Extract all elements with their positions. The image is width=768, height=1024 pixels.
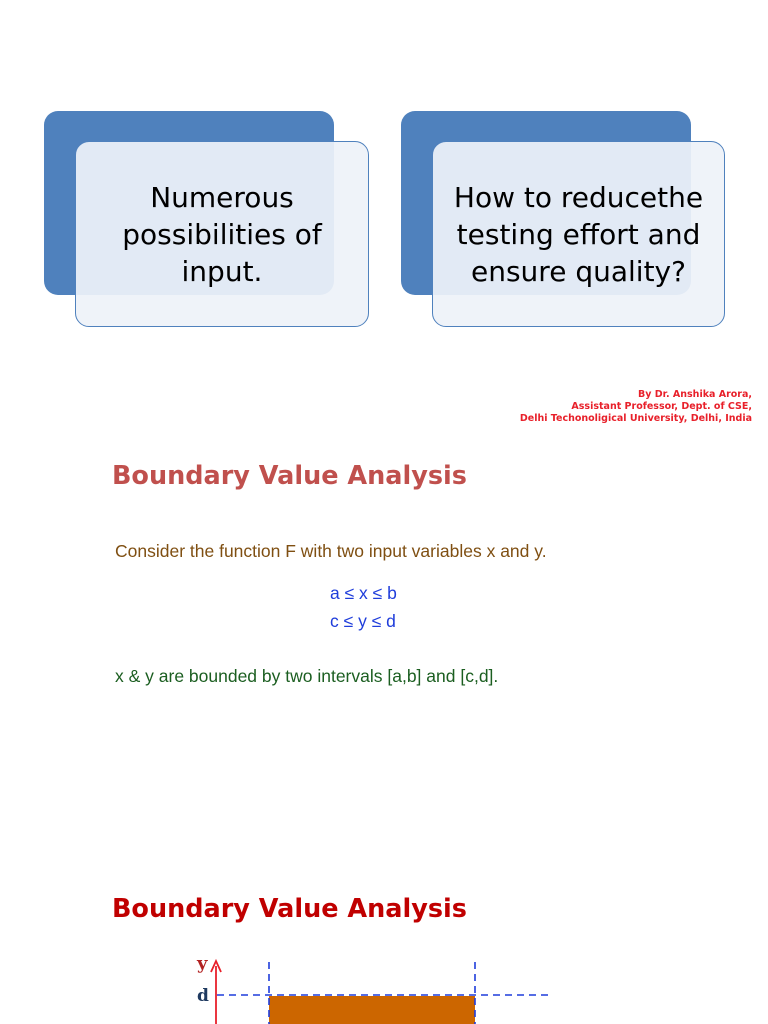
constraint-x: a ≤ x ≤ b [330, 583, 397, 603]
card-1-text: Numerous possibilities of input. [122, 180, 322, 288]
section-1-heading: Boundary Value Analysis [112, 461, 467, 491]
card-2-text: How to reducethe testing effort and ensure quality? [453, 180, 704, 288]
card-1 [75, 141, 369, 327]
boundary-diagram [0, 940, 768, 1024]
intro-text: Consider the function F with two input variables x and y. [115, 541, 547, 561]
d-tick-label: d [197, 986, 209, 1006]
constraint-y: c ≤ y ≤ d [330, 611, 396, 631]
section-2-heading: Boundary Value Analysis [112, 894, 467, 924]
y-axis-label: y [197, 953, 208, 974]
summary-text: x & y are bounded by two intervals [a,b] and [c,d]. [115, 666, 499, 686]
credit-line-1: By Dr. Anshika Arora, [638, 389, 752, 400]
card-2 [432, 141, 725, 327]
credit-line-3: Delhi Techonoligical University, Delhi, India [519, 413, 752, 424]
credit-line-2: Assistant Professor, Dept. of CSE, [571, 401, 752, 412]
author-credit [520, 389, 752, 425]
input-domain-region [269, 996, 475, 1024]
